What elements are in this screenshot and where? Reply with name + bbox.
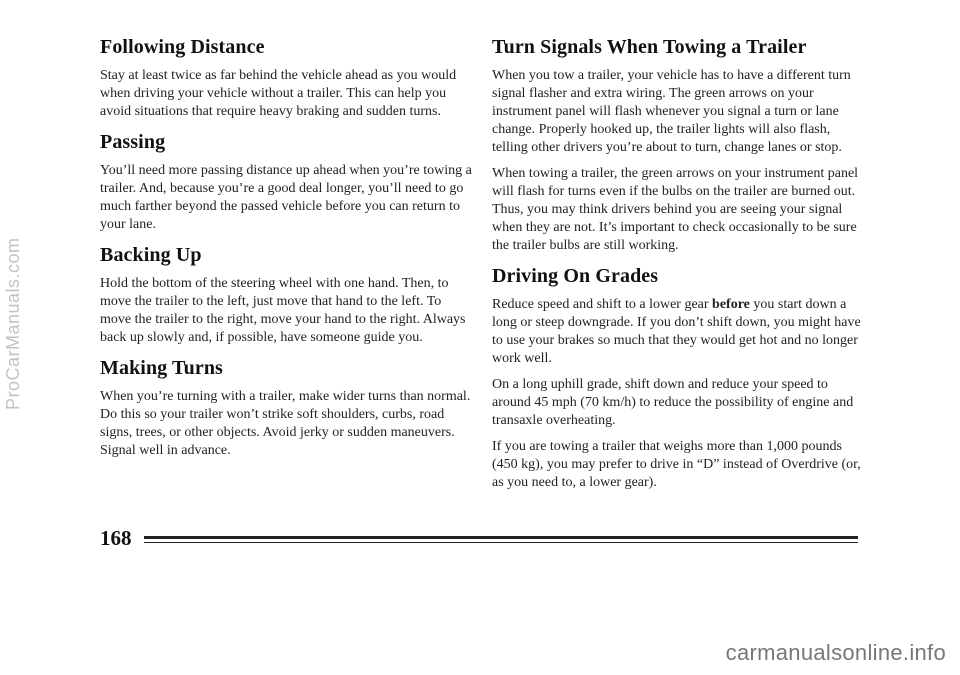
heading-driving-on-grades: Driving On Grades	[492, 265, 659, 287]
paragraph-turn-signals-2: When towing a trailer, the green arrows on your instrument panel will flash for turns even if the bulbs on the trailer are burned out. Thus, you may think drivers behind you are seeing your signal when they are not. It’s important to check occasionally to be sure the trailer bulbs are still working.	[492, 166, 859, 253]
heading-passing: Passing	[100, 131, 166, 153]
paragraph-following-distance: Stay at least twice as far behind the vehicle ahead as you would when driving your vehicle without a trailer. This can help you avoid situations that require heavy braking and sudden turns.	[100, 68, 457, 119]
section-passing	[100, 131, 472, 234]
heading-turn-signals: Turn Signals When Towing a Trailer	[492, 36, 807, 58]
heading-following-distance: Following Distance	[100, 36, 265, 58]
heading-making-turns: Making Turns	[100, 357, 223, 379]
text-run: you start down a long or steep downgrade. If you don’t shift down, you might have to use your brakes so much that they would get hot and no longer work well.	[492, 297, 861, 366]
text-run: Reduce speed and shift to a lower gear	[492, 297, 713, 312]
paragraph-passing: You’ll need more passing distance up ahead when you’re towing a trailer. And, because you’re a good deal longer, you’ll need to go much farther beyond the passed vehicle before you can return to your lane.	[100, 163, 472, 232]
watermark-side: ProCarManuals.com	[3, 237, 23, 410]
left-column	[100, 36, 472, 470]
section-turn-signals	[492, 36, 864, 255]
section-driving-on-grades	[492, 265, 864, 492]
right-column	[492, 36, 864, 502]
paragraph-driving-on-grades-2: On a long uphill grade, shift down and reduce your speed to around 45 mph (70 km/h) to reduce the possibility of engine and transaxle overheating.	[492, 377, 854, 428]
footer-rule-thick	[144, 536, 858, 539]
page-number: 168	[100, 526, 132, 550]
emphasis-before: before	[712, 297, 750, 312]
section-making-turns	[100, 357, 472, 460]
footer-rule-thin	[144, 542, 858, 543]
paragraph-backing-up: Hold the bottom of the steering wheel with one hand. Then, to move the trailer to the left, just move that hand to the left. To move the trailer to the right, move your hand to the right. Always back up slowly and, if possible, have someone guide you.	[100, 276, 466, 345]
paragraph-driving-on-grades-3: If you are towing a trailer that weighs more than 1,000 pounds (450 kg), you may prefer to drive in “D” instead of Overdrive (or, as you need to, a lower gear).	[492, 439, 861, 490]
section-backing-up	[100, 244, 472, 347]
page-footer	[100, 526, 860, 550]
paragraph-driving-on-grades-1	[492, 296, 864, 368]
paragraph-turn-signals-1: When you tow a trailer, your vehicle has to have a different turn signal flasher and extra wiring. The green arrows on your instrument panel will flash whenever you signal a turn or lane change. Properly hooked up, the trailer lights will also flash, telling other drivers you’re about to turn, change lanes or stop.	[492, 68, 851, 155]
watermark-bottom: carmanualsonline.info	[725, 640, 946, 665]
paragraph-making-turns: When you’re turning with a trailer, make wider turns than normal. Do this so your trailer won’t strike soft shoulders, curbs, road signs, trees, or other objects. Avoid jerky or sudden maneuvers. Signal well in advance.	[100, 389, 471, 458]
section-following-distance	[100, 36, 472, 121]
heading-backing-up: Backing Up	[100, 244, 202, 266]
